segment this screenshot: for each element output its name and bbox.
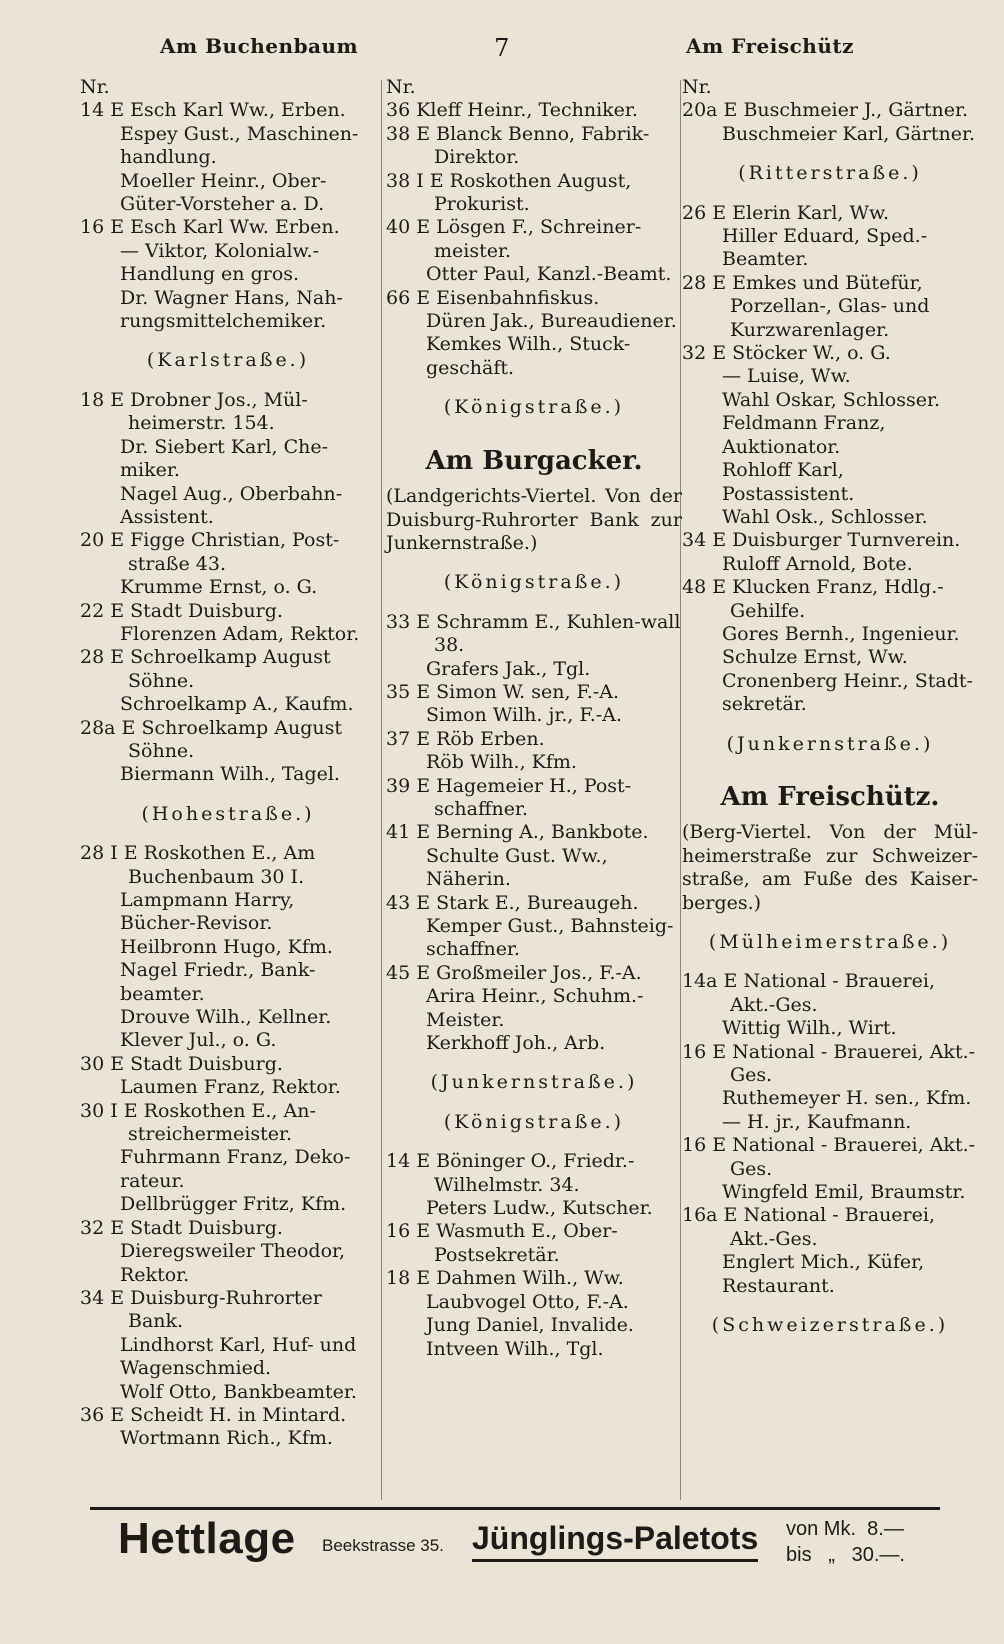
house-entry (682, 342, 978, 365)
resident-entry (386, 1291, 682, 1314)
entry-text: Kemkes Wilh., Stuck-geschäft. (426, 333, 631, 379)
house-entry (386, 99, 682, 122)
house-entry (682, 576, 978, 623)
entry-text: Schulte Gust. Ww., Näherin. (426, 844, 608, 891)
entry-text: 34 E Duisburger Turnverein. (682, 529, 961, 552)
entry-text: Lindhorst Karl, Huf- und Wagenschmied. (120, 1333, 357, 1380)
entry-text: Drouve Wilh., Kellner. (120, 1006, 332, 1029)
entry-text: 30 I E Roskothen E., An-streichermeister. (80, 1099, 316, 1146)
entry-text: Laumen Franz, Rektor. (120, 1076, 341, 1099)
number-column-label (386, 76, 682, 99)
entry-text: Nr. (80, 76, 110, 98)
entry-text: 36 E Scheidt H. in Mintard. (80, 1403, 347, 1426)
entry-text: 40 E Lösgen F., Schreiner-meister. (386, 216, 642, 262)
resident-entry (386, 1032, 682, 1055)
street-heading: Am Freischütz. (720, 781, 940, 812)
entry-text: Arira Heinr., Schuhm.-Meister. (426, 985, 644, 1031)
house-entry (386, 216, 682, 263)
entry-text: 30 E Stadt Duisburg. (80, 1052, 283, 1075)
resident-entry (386, 1314, 682, 1337)
house-entry (386, 1267, 682, 1290)
resident-entry (682, 670, 978, 717)
cross-street-label: (Königstraße.) (443, 396, 625, 419)
resident-entry (80, 1240, 376, 1287)
entry-text: Ruloff Arnold, Bote. (722, 552, 913, 575)
house-entry (386, 1220, 682, 1267)
resident-entry (682, 1017, 978, 1040)
house-entry (80, 646, 376, 693)
house-entry (386, 775, 682, 822)
resident-entry (80, 436, 376, 483)
entry-text: 38 I E Roskothen August, Prokurist. (386, 169, 632, 216)
entry-text: Dieregsweiler Theodor, Rektor. (120, 1240, 346, 1286)
entry-text: 20 E Figge Christian, Post-straße 43. (80, 529, 340, 575)
resident-entry (386, 658, 682, 681)
house-entry (80, 389, 376, 436)
entry-text: Grafers Jak., Tgl. (426, 657, 591, 680)
entry-text: 38 E Blanck Benno, Fabrik-Direktor. (386, 122, 650, 169)
entry-text: 16 E Esch Karl Ww. Erben. (80, 216, 340, 239)
resident-entry (80, 959, 376, 1006)
house-entry (80, 1100, 376, 1147)
directory-column-2 (386, 76, 682, 1496)
entry-text: Nr. (682, 76, 712, 98)
street-description: (Berg-Viertel. Von der Mül-heimerstraße zur Schweizer-straße, am Fuße des Kaiser-berges.) (682, 821, 978, 914)
entry-text: 45 E Großmeiler Jos., F.-A. (386, 961, 642, 984)
resident-entry (80, 1146, 376, 1193)
house-entry (80, 1217, 376, 1240)
entry-text: Buschmeier Karl, Gärtner. (722, 122, 976, 145)
ad-price (786, 1516, 905, 1568)
cross-street-label: (Karlstraße.) (146, 349, 310, 372)
entry-text: Rohloff Karl, Postassistent. (722, 459, 855, 505)
resident-entry (80, 693, 376, 716)
entry-text: 28a E Schroelkamp August Söhne. (80, 716, 342, 762)
resident-entry (80, 170, 376, 217)
column-divider (381, 80, 382, 1500)
resident-entry (80, 1029, 376, 1052)
entry-text: Dr. Siebert Karl, Che-miker. (120, 435, 329, 482)
entry-text: Wahl Osk., Schlosser. (722, 505, 928, 528)
house-entry (80, 529, 376, 576)
entry-text: 22 E Stadt Duisburg. (80, 599, 283, 622)
house-entry (682, 970, 978, 1017)
street-heading: Am Burgacker. (425, 445, 643, 476)
entry-text: 14a E National - Brauerei, Akt.-Ges. (682, 970, 935, 1016)
entry-text: — H. jr., Kaufmann. (722, 1110, 912, 1133)
house-entry (386, 1150, 682, 1197)
entry-text: Biermann Wilh., Tagel. (120, 763, 340, 786)
entry-text: Nr. (386, 76, 416, 98)
entry-text: Röb Wilh., Kfm. (426, 751, 577, 774)
resident-entry (682, 389, 978, 412)
house-entry (386, 962, 682, 985)
ad-price-to: bis „ 30.—. (786, 1544, 905, 1566)
resident-entry (80, 1006, 376, 1029)
entry-text: Nagel Aug., Oberbahn-Assistent. (120, 482, 343, 528)
entry-text: 48 E Klucken Franz, Hdlg.-Gehilfe. (682, 576, 944, 622)
entry-text: 20a E Buschmeier J., Gärtner. (682, 99, 968, 122)
house-entry (80, 842, 376, 889)
entry-text: 16 E National - Brauerei, Akt.-Ges. (682, 1040, 976, 1087)
resident-entry (682, 1087, 978, 1110)
entry-text: 26 E Elerin Karl, Ww. (682, 201, 890, 224)
entry-text: 41 E Berning A., Bankbote. (386, 821, 649, 844)
entry-text: Krumme Ernst, o. G. (120, 576, 318, 599)
resident-entry (386, 915, 682, 962)
resident-entry (682, 225, 978, 272)
entry-text: Dr. Wagner Hans, Nah-rungsmittelchemiker. (120, 286, 343, 333)
entry-text: Heilbronn Hugo, Kfm. (120, 935, 333, 958)
house-entry (80, 1053, 376, 1076)
resident-entry (682, 646, 978, 669)
cross-street-label: (Königstraße.) (443, 571, 625, 594)
entry-text: 18 E Drobner Jos., Mül-heimerstr. 154. (80, 388, 308, 435)
entry-text: 34 E Duisburg-Ruhrorter Bank. (80, 1286, 322, 1333)
cross-street-label: (Mülheimerstraße.) (708, 931, 952, 953)
house-entry (386, 681, 682, 704)
house-entry (682, 99, 978, 122)
house-entry (682, 1041, 978, 1088)
entry-text: Wittig Wilh., Wirt. (722, 1017, 897, 1040)
entry-text: Kerkhoff Joh., Arb. (426, 1032, 606, 1055)
house-entry (386, 728, 682, 751)
entry-text: — Luise, Ww. (722, 365, 851, 388)
house-entry (386, 123, 682, 170)
resident-entry (80, 763, 376, 786)
entry-text: 66 E Eisenbahnfiskus. (386, 286, 600, 309)
house-entry (682, 529, 978, 552)
advertisement (0, 1514, 1004, 1574)
entry-text: Fuhrmann Franz, Deko-rateur. (120, 1146, 351, 1192)
resident-entry (80, 623, 376, 646)
page-header (0, 34, 1004, 70)
number-column-label (682, 76, 978, 99)
entry-text: Wolf Otto, Bankbeamter. (120, 1380, 357, 1403)
resident-entry (386, 845, 682, 892)
entry-text: Düren Jak., Bureaudiener. (426, 310, 677, 333)
page-number: 7 (494, 34, 510, 62)
house-entry (386, 821, 682, 844)
cross-street-label: (Hohestraße.) (141, 802, 315, 825)
ad-brand: Hettlage (118, 1514, 296, 1563)
entry-text: Schroelkamp A., Kaufm. (120, 693, 354, 716)
entry-text: Cronenberg Heinr., Stadt-sekretär. (722, 669, 973, 716)
house-entry (682, 1134, 978, 1181)
resident-entry (80, 123, 376, 170)
entry-text: Otter Paul, Kanzl.-Beamt. (426, 263, 672, 286)
resident-entry (682, 506, 978, 529)
resident-entry (80, 576, 376, 599)
house-entry (386, 170, 682, 217)
entry-text: 32 E Stöcker W., o. G. (682, 342, 891, 365)
entry-text: Englert Mich., Küfer, Restaurant. (722, 1251, 925, 1297)
entry-text: Espey Gust., Maschinen-handlung. (120, 122, 359, 169)
resident-entry (80, 483, 376, 530)
house-entry (80, 99, 376, 122)
entry-text: 14 E Esch Karl Ww., Erben. (80, 99, 346, 122)
entry-text: 16 E Wasmuth E., Ober-Postsekretär. (386, 1220, 618, 1266)
cross-street-label: (Junkernstraße.) (430, 1071, 638, 1094)
cross-street-label: (Junkernstraße.) (726, 732, 934, 755)
entry-text: Dellbrügger Fritz, Kfm. (120, 1193, 347, 1216)
directory-column-1 (80, 76, 376, 1496)
header-left-street: Am Buchenbaum (160, 34, 359, 58)
resident-entry (80, 1334, 376, 1381)
entry-text: Klever Jul., o. G. (120, 1029, 277, 1052)
entry-text: 36 Kleff Heinr., Techniker. (386, 99, 638, 122)
resident-entry (80, 936, 376, 959)
resident-entry (682, 553, 978, 576)
entry-text: Florenzen Adam, Rektor. (120, 622, 360, 645)
entry-text: 16 E National - Brauerei, Akt.-Ges. (682, 1134, 976, 1180)
entry-text: Wortmann Rich., Kfm. (120, 1427, 333, 1450)
entry-text: Hiller Eduard, Sped.-Beamter. (722, 225, 928, 271)
resident-entry (80, 287, 376, 334)
house-entry (386, 611, 682, 658)
directory-column-3 (682, 76, 978, 1496)
entry-text: 18 E Dahmen Wilh., Ww. (386, 1267, 624, 1290)
resident-entry (386, 333, 682, 380)
footer-rule (90, 1507, 940, 1510)
house-entry (682, 202, 978, 225)
entry-text: 33 E Schramm E., Kuhlen-wall 38. (386, 610, 681, 657)
resident-entry (80, 1193, 376, 1216)
cross-street-label: (Schweizerstraße.) (711, 1314, 949, 1337)
resident-entry (682, 459, 978, 506)
resident-entry (682, 123, 978, 146)
house-entry (80, 717, 376, 764)
house-entry (80, 216, 376, 239)
entry-text: Intveen Wilh., Tgl. (426, 1337, 604, 1360)
resident-entry (386, 985, 682, 1032)
entry-text: 35 E Simon W. sen, F.-A. (386, 680, 619, 703)
resident-entry (682, 412, 978, 459)
entry-text: Nagel Friedr., Bank-beamter. (120, 959, 316, 1005)
resident-entry (80, 240, 376, 287)
entry-text: 37 E Röb Erben. (386, 727, 545, 750)
entry-text: Ruthemeyer H. sen., Kfm. (722, 1087, 972, 1110)
entry-text: Peters Ludw., Kutscher. (426, 1197, 653, 1220)
resident-entry (682, 1111, 978, 1134)
resident-entry (386, 310, 682, 333)
entry-text: 28 E Schroelkamp August Söhne. (80, 646, 331, 692)
entry-text: Schulze Ernst, Ww. (722, 646, 908, 669)
resident-entry (682, 623, 978, 646)
entry-text: 39 E Hagemeier H., Post-schaffner. (386, 774, 632, 820)
resident-entry (386, 1338, 682, 1361)
entry-text: Laubvogel Otto, F.-A. (426, 1290, 629, 1313)
resident-entry (80, 1427, 376, 1450)
resident-entry (386, 704, 682, 727)
entry-text: 43 E Stark E., Bureaugeh. (386, 891, 639, 914)
number-column-label (80, 76, 376, 99)
entry-text: 14 E Böninger O., Friedr.-Wilhelmstr. 34. (386, 1150, 635, 1196)
entry-text: Feldmann Franz, Auktionator. (722, 412, 886, 458)
cross-street-label: (Königstraße.) (443, 1110, 625, 1133)
house-entry (682, 272, 978, 342)
entry-text: Moeller Heinr., Ober-Güter-Vorsteher a. D. (120, 169, 327, 216)
house-entry (386, 287, 682, 310)
house-entry (386, 892, 682, 915)
resident-entry (386, 263, 682, 286)
resident-entry (682, 1181, 978, 1204)
entry-text: 28 E Emkes und Bütefür, Porzellan-, Glas- und Kurzwarenlager. (682, 271, 930, 341)
entry-text: Wingfeld Emil, Braumstr. (722, 1181, 966, 1204)
house-entry (80, 1287, 376, 1334)
ad-address: Beekstrasse 35. (322, 1536, 444, 1555)
entry-text: Wahl Oskar, Schlosser. (722, 388, 940, 411)
entry-text: Kemper Gust., Bahnsteig-schaffner. (426, 915, 674, 961)
entry-text: Lampmann Harry, Bücher-Revisor. (120, 889, 295, 935)
house-entry (682, 1204, 978, 1251)
ad-product: Jünglings-Paletots (472, 1520, 758, 1562)
entry-text: Jung Daniel, Invalide. (426, 1314, 634, 1337)
resident-entry (386, 1197, 682, 1220)
entry-text: 32 E Stadt Duisburg. (80, 1216, 283, 1239)
resident-entry (682, 1251, 978, 1298)
header-right-street: Am Freischütz (686, 34, 854, 58)
resident-entry (80, 1076, 376, 1099)
resident-entry (80, 889, 376, 936)
street-description: (Landgerichts-Viertel. Von der Duisburg-Ruhrorter Bank zur Junkernstraße.) (386, 485, 682, 554)
entry-text: Gores Bernh., Ingenieur. (722, 622, 960, 645)
house-entry (80, 1404, 376, 1427)
entry-text: Simon Wilh. jr., F.-A. (426, 704, 622, 727)
resident-entry (80, 1381, 376, 1404)
entry-text: 28 I E Roskothen E., Am Buchenbaum 30 I. (80, 842, 316, 888)
cross-street-label: (Ritterstraße.) (738, 162, 922, 185)
ad-price-from: von Mk. 8.— (786, 1518, 904, 1540)
resident-entry (682, 365, 978, 388)
entry-text: — Viktor, Kolonialw.-Handlung en gros. (120, 239, 319, 286)
house-entry (80, 600, 376, 623)
entry-text: 16a E National - Brauerei, Akt.-Ges. (682, 1204, 935, 1250)
resident-entry (386, 751, 682, 774)
